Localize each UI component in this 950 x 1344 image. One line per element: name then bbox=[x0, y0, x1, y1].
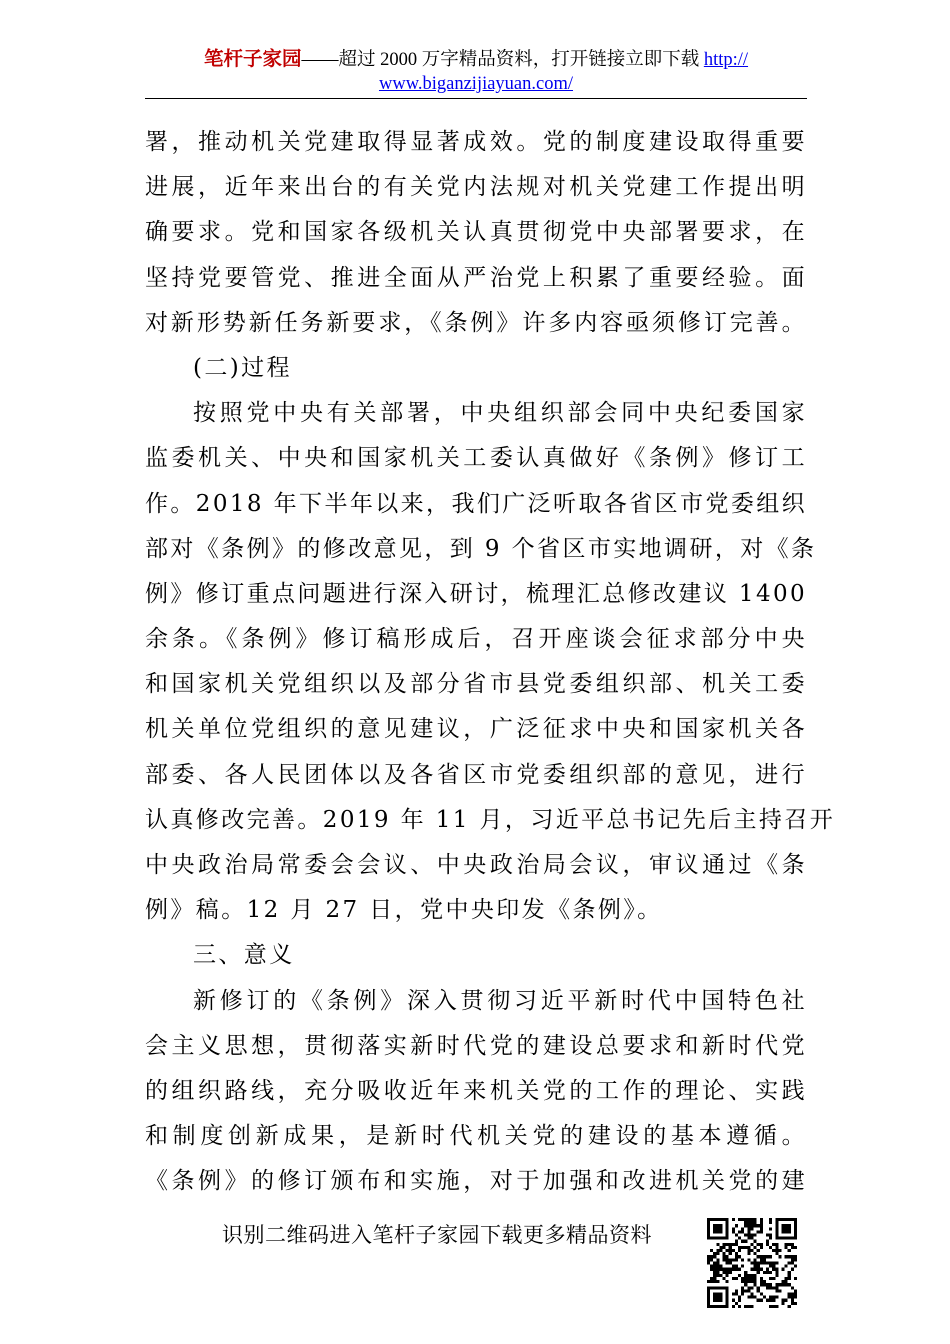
paragraph-line: 和国家机关党组织以及部分省市县党委组织部、机关工委 bbox=[145, 671, 807, 698]
paragraph-line: 新修订的《条例》深入贯彻习近平新时代中国特色社 bbox=[193, 987, 807, 1014]
paragraph-line: 作。2018 年下半年以来，我们广泛听取各省区市党委组织 bbox=[145, 490, 808, 517]
paragraph-line: 《条例》的修订颁布和实施，对于加强和改进机关党的建 bbox=[145, 1168, 807, 1195]
qr-code-icon[interactable] bbox=[707, 1218, 797, 1308]
paragraph-line: 坚持党要管党、推进全面从严治党上积累了重要经验。面 bbox=[145, 264, 807, 291]
download-link-part2: www.biganzijiayuan.com/ bbox=[378, 74, 574, 94]
header-divider bbox=[145, 98, 807, 99]
paragraph-line: 确要求。党和国家各级机关认真贯彻党中央部署要求，在 bbox=[145, 219, 807, 246]
paragraph-line: 会主义思想，贯彻落实新时代党的建设总要求和新时代党 bbox=[145, 1032, 807, 1059]
download-link-part1: http:// bbox=[703, 50, 749, 70]
document-body bbox=[145, 120, 836, 1205]
paragraph-line: 余条。《条例》修订稿形成后，召开座谈会征求部分中央 bbox=[145, 626, 807, 653]
paragraph-line: 进展，近年来出台的有关党内法规对机关党建工作提出明 bbox=[145, 174, 807, 201]
paragraph-line: 中央政治局常委会会议、中央政治局会议，审议通过《条 bbox=[145, 852, 807, 878]
paragraph-line: 部对《条例》的修改意见，到 9 个省区市实地调研，对《条 bbox=[145, 535, 817, 562]
paragraph-line: 例》修订重点问题进行深入研讨，梳理汇总修改建议 1400 bbox=[145, 580, 808, 607]
paragraph-line: 认真修改完善。2019 年 11 月，习近平总书记先后主持召开 bbox=[145, 806, 836, 833]
brand-name: 笔杆子家园 bbox=[203, 49, 302, 70]
paragraph-line: 机关单位党组织的意见建议，广泛征求中央和国家机关各 bbox=[145, 716, 807, 743]
paragraph-line: 部委、各人民团体以及各省区市党委组织部的意见，进行 bbox=[145, 761, 807, 788]
footer-caption: 识别二维码进入笔杆子家园下载更多精品资料 bbox=[222, 1223, 652, 1247]
page-header bbox=[145, 48, 807, 96]
paragraph-line: 按照党中央有关部署，中央组织部会同中央纪委国家 bbox=[193, 400, 807, 427]
header-tagline: ——超过 2000 万字精品资料，打开链接立即下载 bbox=[301, 50, 704, 70]
paragraph-line: 对新形势新任务新要求，《条例》许多内容亟须修订完善。 bbox=[145, 309, 807, 336]
section-heading: (二)过程 bbox=[193, 354, 292, 381]
paragraph-line: 的组织路线，充分吸收近年来机关党的工作的理论、实践 bbox=[145, 1077, 807, 1104]
paragraph-line: 和制度创新成果，是新时代机关党的建设的基本遵循。 bbox=[145, 1123, 807, 1150]
paragraph-line: 监委机关、中央和国家机关工委认真做好《条例》修订工 bbox=[145, 445, 807, 472]
paragraph-line: 例》稿。12 月 27 日，党中央印发《条例》。 bbox=[145, 897, 663, 924]
paragraph-line: 署，推动机关党建取得显著成效。党的制度建设取得重要 bbox=[145, 129, 807, 155]
section-heading: 三、意义 bbox=[193, 942, 295, 969]
